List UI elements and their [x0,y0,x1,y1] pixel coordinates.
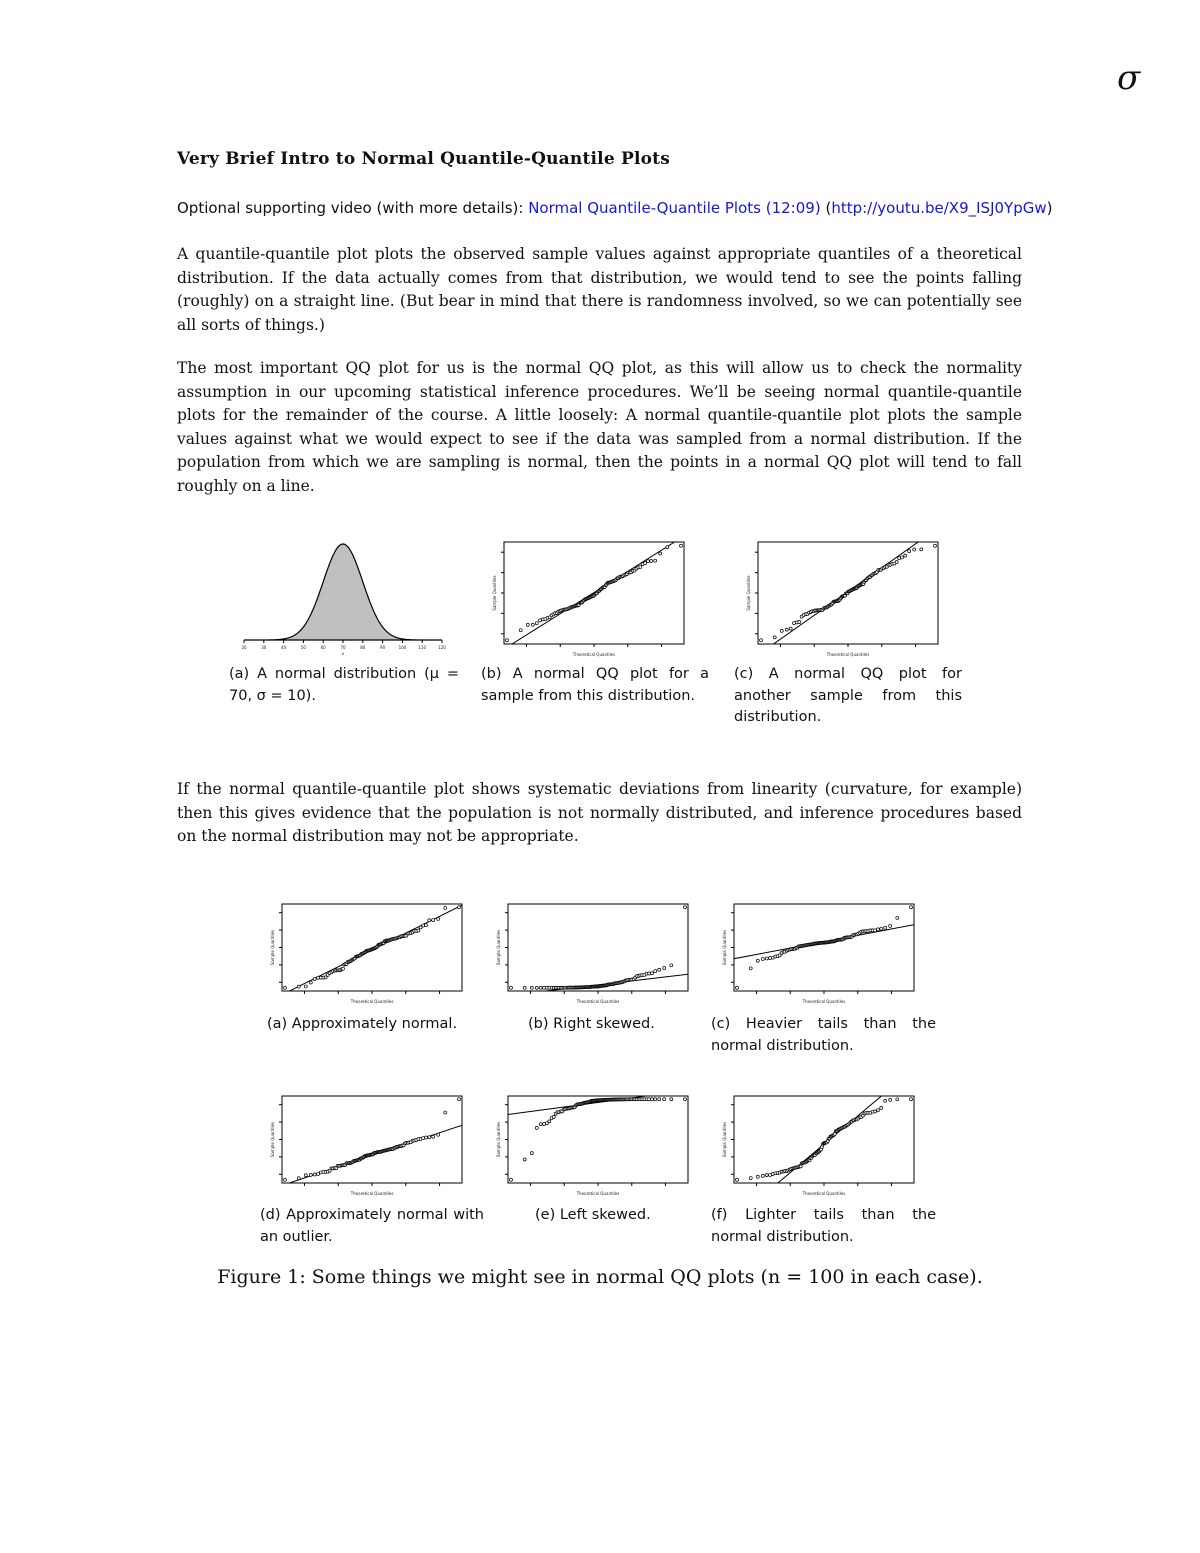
data-point [765,957,768,960]
plot-frame [734,904,914,991]
data-point [659,552,662,555]
data-point [304,1174,307,1177]
data-point [896,916,899,919]
data-point [658,1098,661,1101]
caption-top-a: (a) A normal distribution (μ = 70, σ = 10). [229,666,459,704]
x-tick-label: 90 [380,645,386,650]
x-tick-label: 100 [398,645,407,650]
x-axis-label: Theoretical Quantiles [572,652,616,657]
plot-frame [508,1096,688,1183]
y-axis-label: Sample Quantiles [496,929,501,966]
data-point [663,1098,666,1101]
caption-grid-f: (f) Lighter tails than the normal distribution. [711,1207,936,1245]
x-axis-label: Theoretical Quantiles [576,999,620,1004]
data-point [530,986,533,989]
data-point [908,550,911,553]
data-point [913,548,916,551]
caption-top-b: (b) A normal QQ plot for a sample from this distribution. [481,666,709,704]
x-tick-label: 30 [261,645,267,650]
data-point [552,1116,555,1119]
caption-grid-d: (d) Approximately normal with an outlier. [260,1207,484,1245]
data-point [313,978,316,981]
data-point [523,1158,526,1161]
data-point [539,986,542,989]
video-reference-line [177,199,1052,217]
data-point [535,622,538,625]
y-axis-label: Sample Quantiles [270,1121,275,1158]
qq-plot-heavy-tails [718,900,918,1005]
x-axis-label: Theoretical Quantiles [802,999,846,1004]
data-point [889,1098,892,1101]
qq-plot-approx-normal [266,900,466,1005]
x-tick-label: 110 [418,645,427,650]
qq-plot-sample-c [742,538,942,658]
data-point [876,928,879,931]
plot-frame [734,1096,914,1183]
data-point [530,1152,533,1155]
x-tick-label: 120 [438,645,446,650]
data-point [284,1178,287,1181]
data-point [535,1126,538,1129]
y-axis-label: Sample Quantiles [722,929,727,966]
data-point [539,1123,542,1126]
data-point [876,1109,879,1112]
caption-grid-e: (e) Left skewed. [535,1207,651,1223]
video-link[interactable]: Normal Quantile-Quantile Plots (12:09) [528,199,821,217]
data-point [458,906,461,909]
data-point [548,1120,551,1123]
data-point [666,546,669,549]
y-axis-label: Sample Quantiles [496,1121,501,1158]
data-point [684,906,687,909]
data-point [523,986,526,989]
x-tick-label: 40 [281,645,287,650]
data-point [437,1133,440,1136]
data-point [684,1098,687,1101]
video-prefix: Optional supporting video (with more details): [177,199,529,217]
normal-qq-paragraph: The most important QQ plot for us is the normal QQ plot, as this will allow us to check the normality assumption in our upcoming statistical inference procedures. We’ll be seeing normal quantile-quantile plots for the remainder of the course. A little loosely: A normal quantile-quantile plot plots the sample values against what we would expect to see if the data was sampled from a normal distribution. If the population from which we are sampling is normal, then the points in a normal QQ plot will tend to fall roughly on a line. [177,359,1022,495]
qq-plot-light-tails [718,1092,918,1197]
y-axis-label: Sample Quantiles [746,575,751,611]
data-point [670,964,673,967]
data-point [432,919,435,922]
data-point [444,1111,447,1114]
data-point [934,544,937,547]
data-point [650,560,653,563]
y-axis-label: Sample Quantiles [492,575,497,611]
intro-paragraph: A quantile-quantile plot plots the observed sample values against appropriate quantiles of a theoretical distribution. If the data actually comes from that distribution, we would tend to see the points falling (roughly) on a straight line. (But bear in mind that there is randomness involved, so we can potentially see all sorts of things.) [177,245,1022,334]
qq-plot-right-skewed [492,900,692,1005]
data-point [650,972,653,975]
data-point [519,629,522,632]
data-point [424,1136,427,1139]
data-point [880,927,883,930]
data-point [437,917,440,920]
x-tick-label: 60 [320,645,326,650]
data-point [639,565,642,568]
caption-grid-a: (a) Approximately normal. [267,1016,458,1032]
data-point [780,629,783,632]
url-close-paren: ) [1046,199,1053,217]
data-point [880,1106,883,1109]
data-point [458,1098,461,1101]
y-axis-label: Sample Quantiles [722,1121,727,1158]
data-point [900,556,903,559]
data-point [889,924,892,927]
data-point [309,1173,312,1176]
data-point [654,559,657,562]
plot-frame [508,904,688,991]
data-point [785,628,788,631]
qq-plot-left-skewed [492,1092,692,1197]
caption-top-c: (c) A normal QQ plot for another sample from this distribution. [734,666,962,725]
data-point [444,906,447,909]
data-point [910,1098,913,1101]
data-point [789,627,792,630]
x-axis-label: Theoretical Quantiles [802,1191,846,1196]
qq-plot-sample-b [488,538,688,658]
data-point [644,561,647,564]
x-axis-label: x [341,651,345,656]
data-point [760,639,763,642]
x-tick-label: 70 [340,645,346,650]
caption-grid-c: (c) Heavier tails than the normal distribution. [711,1016,936,1054]
data-point [749,967,752,970]
data-point [535,986,538,989]
data-point [799,1165,802,1168]
data-point [297,1177,300,1180]
x-axis-label: Theoretical Quantiles [350,1191,394,1196]
data-point [884,1099,887,1102]
data-point [510,986,513,989]
data-point [646,560,649,563]
normal-density-chart [238,538,448,658]
data-point [526,623,529,626]
data-point [297,985,300,988]
caption-grid-b: (b) Right skewed. [528,1016,655,1032]
data-point [756,1175,759,1178]
data-point [761,957,764,960]
data-point [920,548,923,551]
data-point [432,1135,435,1138]
data-point [910,906,913,909]
deviations-paragraph: If the normal quantile-quantile plot shows systematic deviations from linearity (curvature, for example) then this gives evidence that the population is not normally distributed, and inference procedures based on the normal distribution may not be appropriate. [177,780,1022,845]
data-point [736,986,739,989]
data-point [654,970,657,973]
data-point [773,636,776,639]
data-point [650,1098,653,1101]
x-tick-label: 20 [241,645,247,650]
x-tick-label: 50 [300,645,306,650]
plot-frame [282,1096,462,1183]
page-title: Very Brief Intro to Normal Quantile-Quantile Plots [177,149,670,169]
data-point [284,986,287,989]
data-point [341,967,344,970]
data-point [895,560,898,563]
data-point [531,623,534,626]
data-point [904,554,907,557]
x-axis-label: Theoretical Quantiles [576,1191,620,1196]
density-curve [244,544,442,640]
x-tick-label: 80 [360,645,366,650]
data-point [736,1178,739,1181]
qq-plot-outlier [266,1092,466,1197]
sigma-logo: σ [1117,58,1141,98]
data-point [654,1098,657,1101]
data-point [317,1173,320,1176]
x-axis-label: Theoretical Quantiles [350,999,394,1004]
data-point [761,1174,764,1177]
data-point [428,1136,431,1139]
data-point [658,968,661,971]
url-open-paren: ( [825,199,832,217]
video-url-link[interactable]: http://youtu.be/X9_ISJ0YpGw [831,199,1047,217]
data-point [680,544,683,547]
data-point [749,1177,752,1180]
data-point [417,929,420,932]
data-point [506,639,509,642]
figure-caption: Figure 1: Some things we might see in normal QQ plots (n = 100 in each case). [217,1266,983,1288]
data-point [304,985,307,988]
data-point [756,959,759,962]
data-point [896,1098,899,1101]
data-point [424,924,427,927]
data-point [663,966,666,969]
data-point [798,621,801,624]
data-point [313,1173,316,1176]
data-point [510,1178,513,1181]
data-point [884,926,887,929]
y-axis-label: Sample Quantiles [270,929,275,966]
data-point [765,1174,768,1177]
x-axis-label: Theoretical Quantiles [826,652,870,657]
data-point [309,981,312,984]
data-point [670,1098,673,1101]
data-point [428,919,431,922]
